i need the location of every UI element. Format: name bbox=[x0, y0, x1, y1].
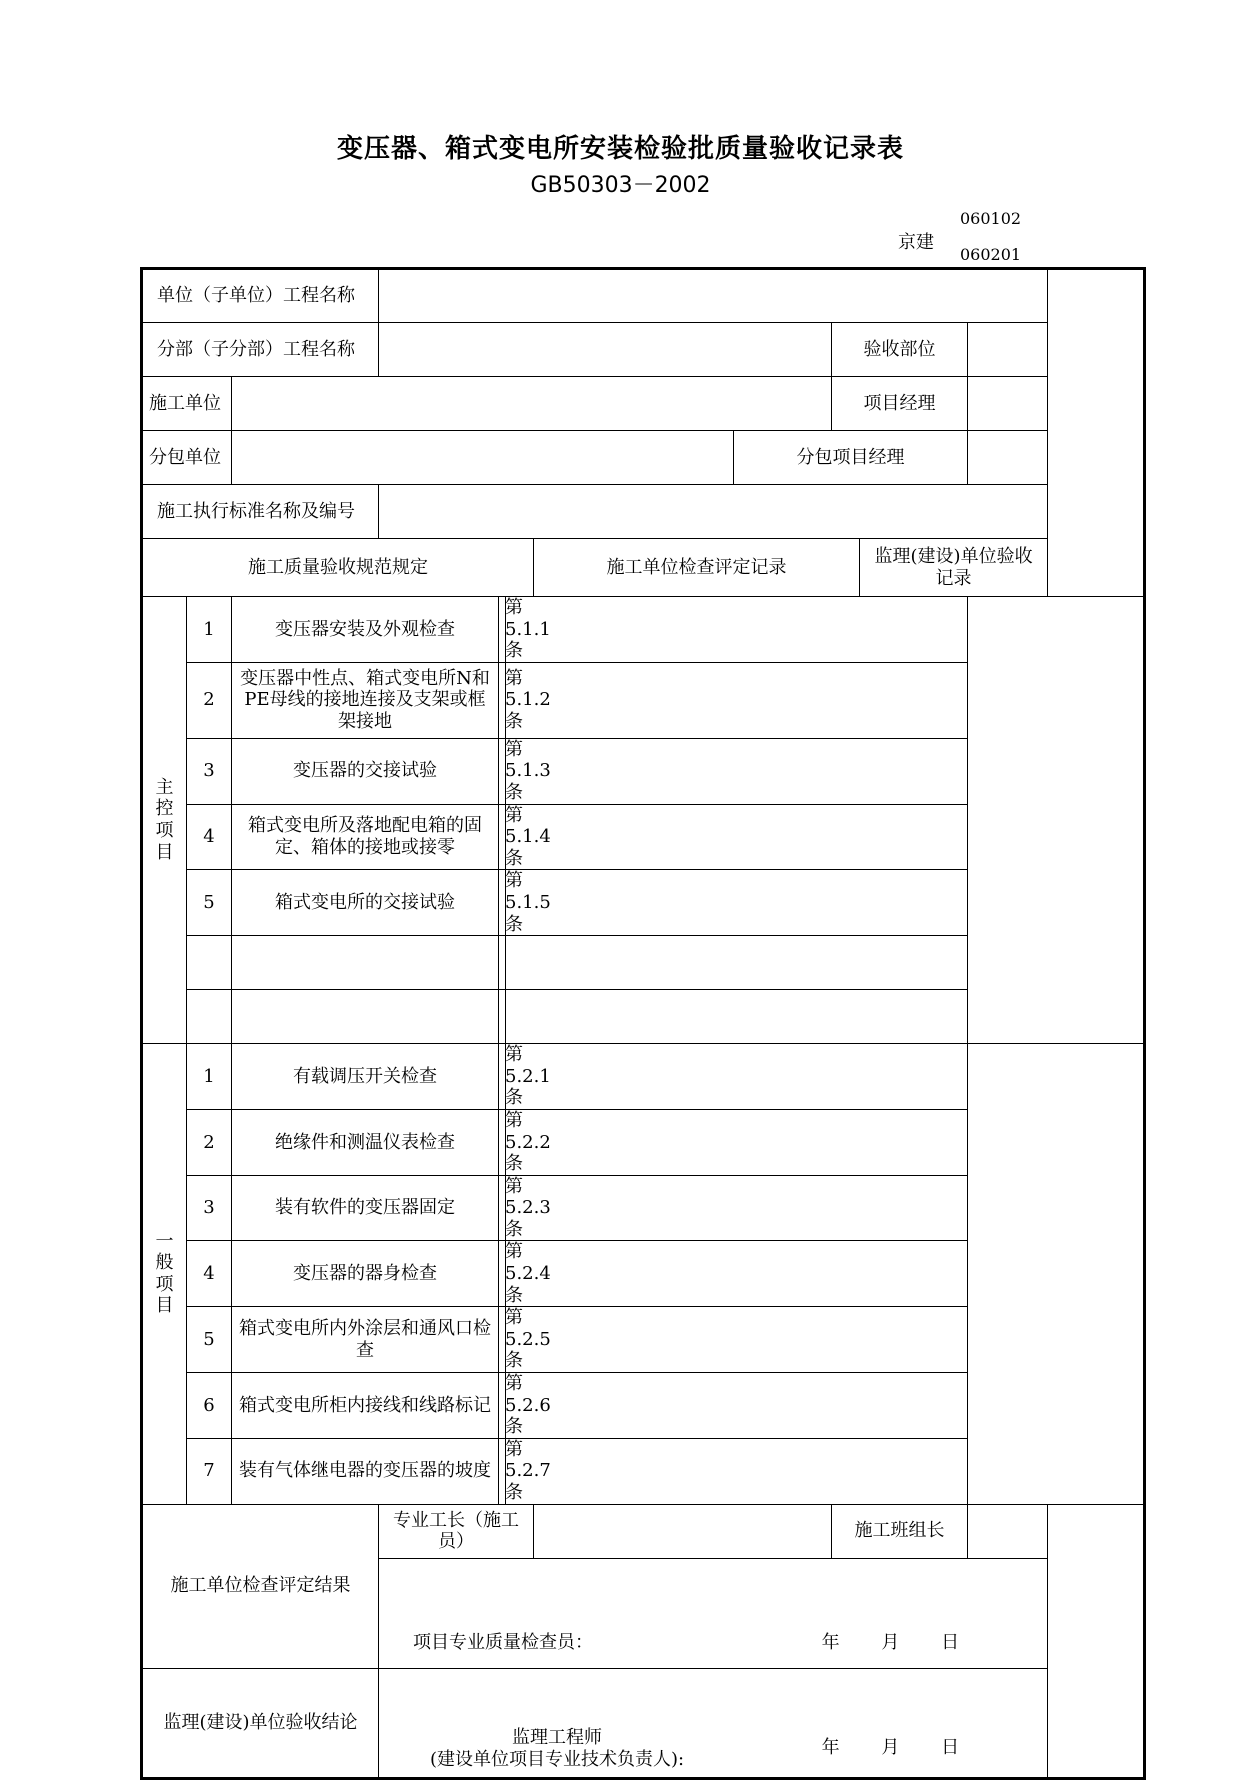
item-description: 箱式变电所内外涂层和通风口检查 bbox=[232, 1307, 499, 1373]
check-record-cell[interactable] bbox=[506, 738, 968, 804]
acceptance-record-table bbox=[140, 267, 1146, 1780]
item-no: 3 bbox=[187, 738, 232, 804]
check-record-cell[interactable] bbox=[506, 1109, 968, 1175]
unit-project-value[interactable] bbox=[379, 269, 1048, 323]
check-record-cell[interactable] bbox=[506, 1438, 968, 1504]
sub-project-label: 分部（子分部）工程名称 bbox=[142, 323, 379, 377]
check-record-cell[interactable] bbox=[506, 1373, 968, 1439]
item-description-empty bbox=[232, 936, 499, 990]
acceptance-part-label: 验收部位 bbox=[832, 323, 968, 377]
check-record-cell[interactable] bbox=[506, 990, 968, 1044]
supervisor-sub-label: (建设单位项目专业技术负责人): bbox=[429, 1749, 685, 1770]
item-description: 装有气体继电器的变压器的坡度 bbox=[232, 1438, 499, 1504]
date-label: 年 月 日 bbox=[821, 1632, 978, 1653]
item-no: 7 bbox=[187, 1438, 232, 1504]
general-items-group-label: 一 般 项 目 bbox=[142, 1044, 187, 1504]
item-clause: 第5.1.4条 bbox=[499, 804, 506, 870]
unit-project-label: 单位（子单位）工程名称 bbox=[142, 269, 379, 323]
item-clause: 第5.2.3条 bbox=[499, 1175, 506, 1241]
item-no-empty bbox=[187, 990, 232, 1044]
subcontract-manager-label: 分包项目经理 bbox=[734, 431, 968, 485]
item-description: 变压器的交接试验 bbox=[232, 738, 499, 804]
inspector-label: 项目专业质量检查员： bbox=[413, 1632, 593, 1653]
check-record-cell[interactable] bbox=[506, 1307, 968, 1373]
general-items-supervision-cell[interactable] bbox=[968, 1044, 1145, 1504]
item-description: 装有软件的变压器固定 bbox=[232, 1175, 499, 1241]
foreman-value[interactable] bbox=[534, 1504, 832, 1558]
spec-column-header: 施工质量验收规范规定 bbox=[142, 539, 534, 597]
item-no: 2 bbox=[187, 1109, 232, 1175]
standard-name-value[interactable] bbox=[379, 485, 1048, 539]
item-no: 3 bbox=[187, 1175, 232, 1241]
check-record-cell[interactable] bbox=[506, 1241, 968, 1307]
item-clause: 第5.2.7条 bbox=[499, 1438, 506, 1504]
check-record-cell[interactable] bbox=[506, 1175, 968, 1241]
subcontract-unit-value[interactable] bbox=[232, 431, 734, 485]
supervisor-label-block bbox=[407, 1727, 707, 1770]
construction-unit-label: 施工单位 bbox=[142, 377, 232, 431]
supervision-column-header: 监理(建设)单位验收记录 bbox=[860, 539, 1048, 597]
item-clause: 第5.1.1条 bbox=[499, 597, 506, 663]
item-clause: 第5.1.2条 bbox=[499, 662, 506, 738]
form-code-2: 060201 bbox=[960, 245, 1022, 264]
item-clause-empty bbox=[499, 990, 506, 1044]
subcontract-manager-value[interactable] bbox=[968, 431, 1048, 485]
acceptance-part-value[interactable] bbox=[968, 323, 1048, 377]
item-clause: 第5.2.5条 bbox=[499, 1307, 506, 1373]
item-description: 箱式变电所的交接试验 bbox=[232, 870, 499, 936]
check-record-cell[interactable] bbox=[506, 804, 968, 870]
item-description: 有载调压开关检查 bbox=[232, 1044, 499, 1110]
item-no: 5 bbox=[187, 1307, 232, 1373]
item-clause-empty bbox=[499, 936, 506, 990]
item-description: 箱式变电所柜内接线和线路标记 bbox=[232, 1373, 499, 1439]
item-no: 6 bbox=[187, 1373, 232, 1439]
item-description-empty bbox=[232, 990, 499, 1044]
item-no: 4 bbox=[187, 1241, 232, 1307]
project-manager-value[interactable] bbox=[968, 377, 1048, 431]
item-no-empty bbox=[187, 936, 232, 990]
item-no: 5 bbox=[187, 870, 232, 936]
page-title: 变压器、箱式变电所安装检验批质量验收记录表 bbox=[336, 134, 904, 164]
sub-project-value[interactable] bbox=[379, 323, 832, 377]
item-clause: 第5.2.4条 bbox=[499, 1241, 506, 1307]
item-description: 变压器的器身检查 bbox=[232, 1241, 499, 1307]
item-clause: 第5.1.3条 bbox=[499, 738, 506, 804]
project-manager-label: 项目经理 bbox=[832, 377, 968, 431]
check-record-cell[interactable] bbox=[506, 936, 968, 990]
supervision-conclusion-label: 监理(建设)单位验收结论 bbox=[142, 1668, 379, 1778]
form-code-label: 京建 bbox=[898, 232, 934, 253]
item-description: 绝缘件和测温仪表检查 bbox=[232, 1109, 499, 1175]
item-description: 变压器安装及外观检查 bbox=[232, 597, 499, 663]
construction-check-column-header: 施工单位检查评定记录 bbox=[534, 539, 860, 597]
supervision-signature-cell[interactable] bbox=[379, 1668, 1048, 1778]
check-record-cell[interactable] bbox=[506, 597, 968, 663]
form-code-1: 060102 bbox=[960, 209, 1022, 228]
item-clause: 第5.2.6条 bbox=[499, 1373, 506, 1439]
subcontract-unit-label: 分包单位 bbox=[142, 431, 232, 485]
item-no: 1 bbox=[187, 597, 232, 663]
construction-result-label: 施工单位检查评定结果 bbox=[142, 1504, 379, 1668]
team-leader-label: 施工班组长 bbox=[832, 1504, 968, 1558]
check-record-cell[interactable] bbox=[506, 870, 968, 936]
construction-unit-value[interactable] bbox=[232, 377, 832, 431]
item-no: 4 bbox=[187, 804, 232, 870]
item-clause: 第5.1.5条 bbox=[499, 870, 506, 936]
team-leader-value[interactable] bbox=[968, 1504, 1048, 1558]
check-record-cell[interactable] bbox=[506, 662, 968, 738]
construction-result-signature-cell[interactable] bbox=[379, 1558, 1048, 1668]
main-items-supervision-cell[interactable] bbox=[968, 597, 1145, 1044]
item-clause: 第5.2.1条 bbox=[499, 1044, 506, 1110]
main-items-group-label: 主 控 项 目 bbox=[142, 597, 187, 1044]
item-no: 1 bbox=[187, 1044, 232, 1110]
item-description: 箱式变电所及落地配电箱的固定、箱体的接地或接零 bbox=[232, 804, 499, 870]
supervisor-label: 监理工程师 bbox=[512, 1727, 602, 1749]
table-row bbox=[142, 597, 1145, 663]
check-record-cell[interactable] bbox=[506, 1044, 968, 1110]
foreman-label: 专业工长（施工员） bbox=[379, 1504, 534, 1558]
item-clause: 第5.2.2条 bbox=[499, 1109, 506, 1175]
standard-name-label: 施工执行标准名称及编号 bbox=[142, 485, 379, 539]
table-row bbox=[142, 1044, 1145, 1110]
date-label: 年 月 日 bbox=[821, 1737, 978, 1758]
standard-code: GB50303－2002 bbox=[530, 173, 711, 198]
item-no: 2 bbox=[187, 662, 232, 738]
item-description: 变压器中性点、箱式变电所N和PE母线的接地连接及支架或框架接地 bbox=[232, 662, 499, 738]
